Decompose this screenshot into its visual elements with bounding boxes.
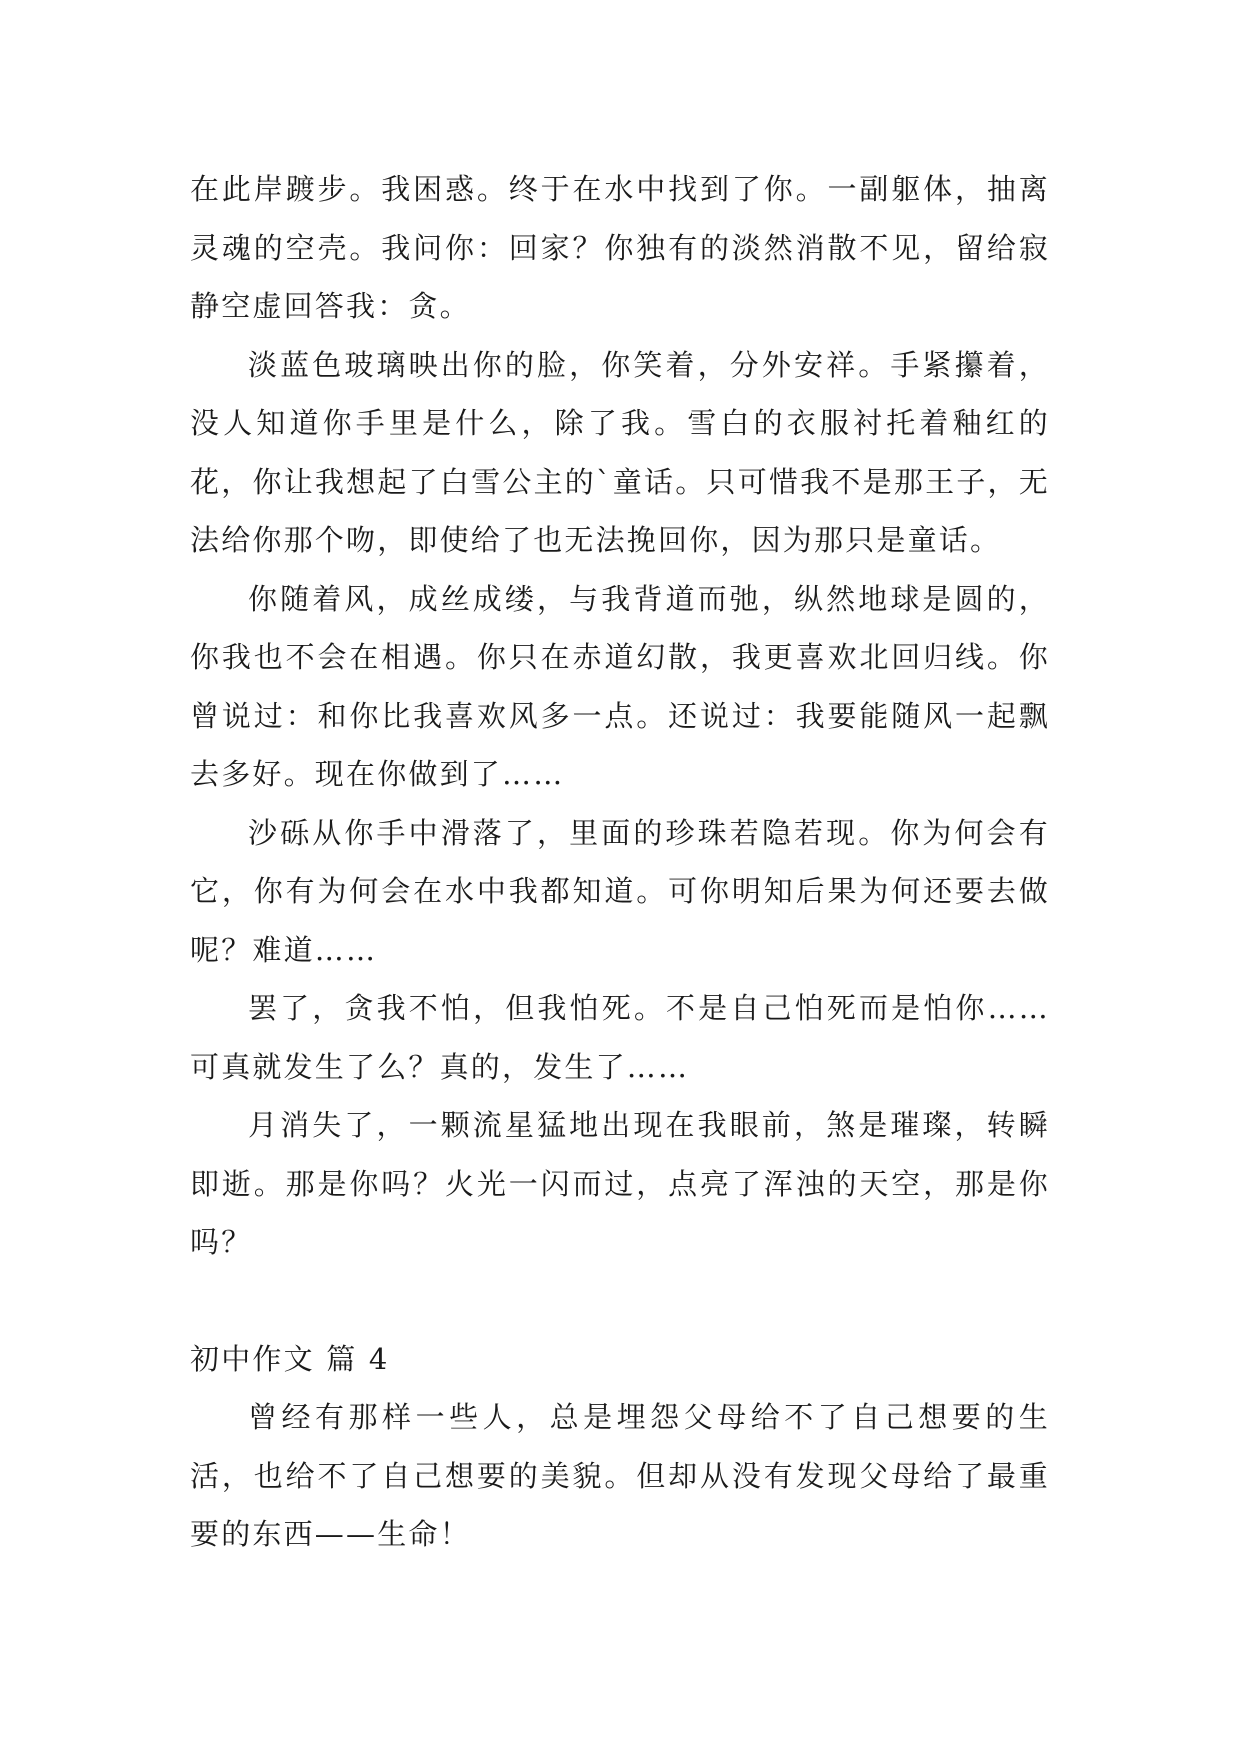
paragraph: 淡蓝色玻璃映出你的脸，你笑着，分外安祥。手紧攥着，没人知道你手里是什么，除了我。雪白的衣服衬托着釉红的花，你让我想起了白雪公主的`童话。只可惜我不是那王子，无法给你那个吻，即使给了也无法挽回你，因为那只是童话。 (190, 347, 1050, 557)
paragraph: 罢了，贪我不怕，但我怕死。不是自己怕死而是怕你……可真就发生了么？真的，发生了…… (190, 991, 1050, 1084)
paragraph: 沙砾从你手中滑落了，里面的珍珠若隐若现。你为何会有它，你有为何会在水中我都知道。可你明知后果为何还要去做呢？难道…… (190, 815, 1050, 967)
paragraph: 曾经有那样一些人，总是埋怨父母给不了自己想要的生活，也给不了自己想要的美貌。但却从没有发现父母给了最重要的东西——生命！ (190, 1400, 1050, 1551)
paragraph: 你随着风，成丝成缕，与我背道而弛，纵然地球是圆的，你我也不会在相遇。你只在赤道幻散，我更喜欢北回归线。你曾说过：和你比我喜欢风多一点。还说过：我要能随风一起飘去多好。现在你做到了…… (190, 581, 1050, 791)
paragraph: 在此岸踱步。我困惑。终于在水中找到了你。一副躯体，抽离灵魂的空壳。我问你：回家？你独有的淡然消散不见，留给寂静空虚回答我：贪。 (190, 172, 1050, 323)
section-heading: 初中作文 篇 4 (190, 1341, 390, 1376)
paragraph: 月消失了，一颗流星猛地出现在我眼前，煞是璀璨，转瞬即逝。那是你吗？火光一闪而过，点亮了浑浊的天空，那是你吗？ (190, 1108, 1050, 1259)
document-body (190, 160, 1050, 1564)
